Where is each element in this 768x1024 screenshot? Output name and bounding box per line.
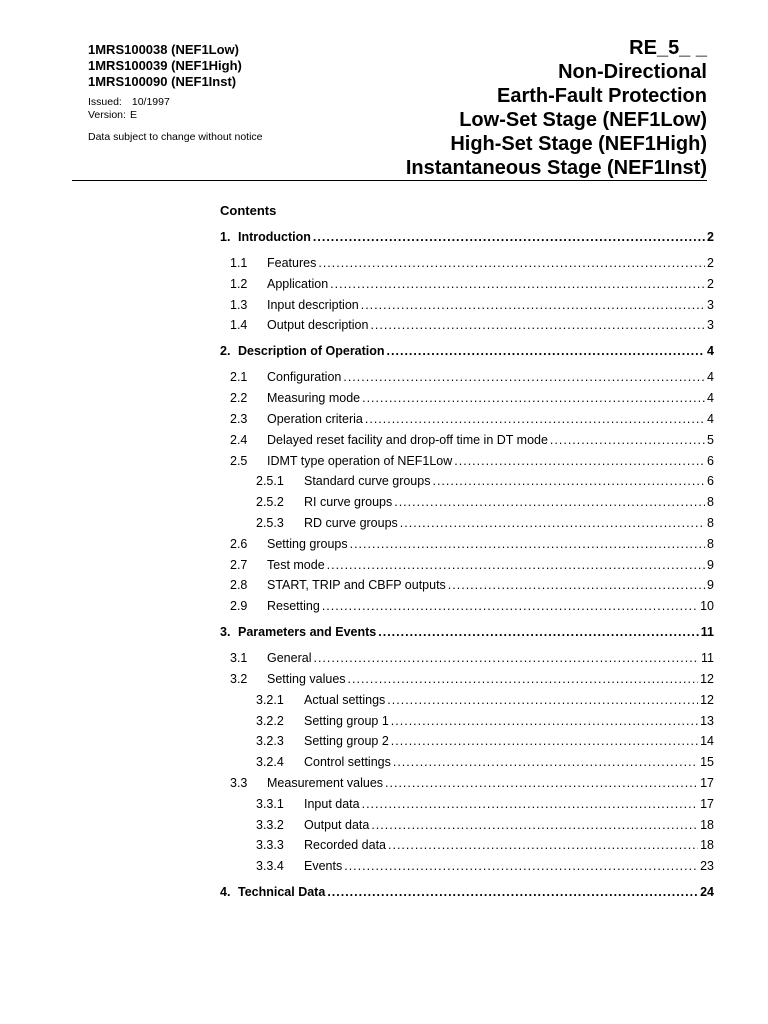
toc-entry[interactable] [220, 230, 714, 246]
toc-leader-dots [550, 433, 705, 447]
toc-entry-page: 6 [707, 453, 714, 468]
toc-entry-page: 10 [700, 599, 714, 614]
toc-entry-number: 2.8 [230, 578, 248, 593]
toc-entry-title: Output description [267, 318, 369, 333]
toc-entry[interactable] [220, 370, 714, 386]
toc-entry-title: Features [267, 256, 317, 270]
toc-entry[interactable] [220, 454, 714, 470]
toc-leader-dots [394, 495, 705, 509]
toc-entry-title: Input description [267, 297, 359, 312]
toc-entry[interactable] [220, 391, 714, 407]
toc-leader-dots [344, 859, 698, 873]
toc-entry-number: 1.1 [230, 256, 248, 270]
toc-entry-page: 18 [700, 817, 714, 832]
toc-entry-page: 11 [701, 651, 714, 666]
issued-label: Issued: [88, 96, 122, 108]
toc-entry[interactable] [220, 344, 714, 360]
contents-heading: Contents [220, 203, 277, 218]
toc-entry-page: 6 [707, 474, 714, 489]
toc-entry-page: 8 [707, 516, 714, 530]
toc-entry[interactable] [220, 412, 714, 428]
toc-entry-page: 24 [700, 885, 714, 900]
toc-entry-number: 3.2.3 [256, 734, 284, 749]
toc-leader-dots [348, 672, 699, 686]
toc-leader-dots [387, 693, 698, 707]
toc-entry-number: 3.2.2 [256, 713, 284, 728]
issue-info [88, 96, 170, 122]
toc-entry-number: 2.1 [230, 370, 248, 385]
toc-entry[interactable] [220, 474, 714, 490]
toc-entry[interactable] [220, 599, 714, 615]
toc-entry-page: 4 [707, 344, 714, 359]
toc-leader-dots [385, 776, 698, 790]
toc-leader-dots [327, 558, 705, 572]
toc-leader-dots [387, 344, 706, 358]
code-line: 1MRS100039 (NEF1High) [88, 58, 242, 73]
toc-entry-number: 3.3.4 [256, 859, 284, 874]
toc-entry-number: 3.3.2 [256, 817, 284, 832]
toc-entry-page: 5 [707, 432, 714, 447]
issued-value: 10/1997 [131, 96, 170, 108]
toc-entry-title: Input data [304, 796, 360, 811]
toc-entry-title: Standard curve groups [304, 474, 431, 489]
toc-entry[interactable] [220, 714, 714, 730]
toc-leader-dots [362, 391, 705, 405]
title-line: RE_5_ _ [629, 37, 707, 59]
toc-entry[interactable] [220, 885, 714, 901]
toc-entry-title: Delayed reset facility and drop-off time in DT mode [267, 432, 548, 447]
toc-entry-page: 14 [700, 734, 714, 749]
toc-entry[interactable] [220, 672, 714, 688]
toc-leader-dots [327, 885, 698, 899]
toc-leader-dots [361, 298, 705, 312]
toc-entry[interactable] [220, 734, 714, 750]
toc-leader-dots [365, 412, 705, 426]
toc-entry[interactable] [220, 755, 714, 771]
toc-entry-number: 3.3.1 [256, 796, 284, 811]
toc-leader-dots [343, 370, 705, 384]
toc-leader-dots [371, 818, 698, 832]
toc-entry[interactable] [220, 277, 714, 293]
toc-entry-page: 23 [700, 859, 714, 874]
toc-leader-dots [378, 625, 699, 639]
document-title [406, 36, 707, 180]
toc-entry-page: 18 [700, 838, 714, 853]
toc-entry-number: 2. [220, 344, 231, 359]
toc-entry-number: 3. [220, 625, 231, 640]
toc-leader-dots [362, 797, 698, 811]
toc-entry-page: 4 [707, 391, 714, 406]
header-divider [72, 180, 707, 181]
toc-entry[interactable] [220, 433, 714, 449]
toc-entry[interactable] [220, 625, 714, 641]
toc-entry-title: Setting values [267, 672, 346, 686]
toc-entry-number: 2.5.1 [256, 474, 284, 489]
toc-leader-dots [393, 755, 698, 769]
toc-entry-title: Parameters and Events [238, 625, 377, 640]
toc-entry-number: 2.4 [230, 432, 248, 447]
toc-leader-dots [432, 474, 705, 488]
title-line: Earth-Fault Protection [496, 85, 707, 107]
toc-leader-dots [454, 454, 705, 468]
toc-entry[interactable] [220, 298, 714, 314]
toc-entry[interactable] [220, 578, 714, 594]
toc-entry-title: Technical Data [238, 885, 326, 900]
toc-entry-title: Test mode [267, 557, 325, 572]
title-line: High-Set Stage (NEF1High) [450, 133, 707, 155]
toc-entry-number: 2.7 [230, 557, 248, 572]
toc-entry-title: Actual settings [304, 692, 386, 707]
toc-leader-dots [313, 651, 699, 665]
toc-entry-page: 17 [700, 796, 714, 811]
toc-leader-dots [400, 516, 705, 530]
toc-entry-number: 2.9 [230, 599, 248, 614]
toc-leader-dots [350, 537, 705, 551]
toc-entry-title: Recorded data [304, 838, 387, 853]
toc-entry[interactable] [220, 797, 714, 813]
toc-entry-title: Operation criteria [267, 412, 363, 426]
toc-entry[interactable] [220, 859, 714, 875]
toc-entry-title: Output data [304, 817, 370, 832]
title-line: Non-Directional [558, 61, 707, 83]
version-label: Version: [88, 109, 126, 121]
toc-entry[interactable] [220, 651, 714, 667]
toc-entry-title: START, TRIP and CBFP outputs [267, 578, 446, 593]
toc-entry-number: 2.5 [230, 453, 248, 468]
toc-entry-title: General [267, 651, 312, 666]
toc-entry-title: Measurement values [267, 776, 384, 790]
toc-entry-number: 2.5.3 [256, 516, 284, 530]
toc-entry-page: 11 [700, 625, 714, 640]
toc-entry-number: 3.1 [230, 651, 248, 666]
code-line: 1MRS100090 (NEF1Inst) [88, 74, 237, 89]
toc-entry-number: 1.4 [230, 318, 248, 333]
toc-entry[interactable] [220, 818, 714, 834]
toc-leader-dots [330, 277, 705, 291]
toc-leader-dots [391, 734, 698, 748]
toc-entry[interactable] [220, 693, 714, 709]
toc-entry-page: 2 [707, 276, 714, 291]
toc-entry-title: Control settings [304, 755, 391, 770]
toc-entry-number: 2.6 [230, 536, 248, 551]
toc-entry-page: 2 [707, 256, 714, 270]
toc-entry[interactable] [220, 256, 714, 272]
toc-entry-page: 9 [707, 578, 714, 593]
toc-entry-number: 3.2.4 [256, 755, 284, 770]
toc-entry-number: 3.2 [230, 672, 248, 686]
toc-entry[interactable] [220, 318, 714, 334]
version-value: E [129, 109, 137, 121]
document-codes [88, 42, 242, 90]
toc-entry-page: 8 [707, 536, 714, 551]
toc-entry-page: 2 [707, 230, 714, 244]
toc-entry-title: Resetting [267, 599, 320, 614]
toc-entry[interactable] [220, 516, 714, 532]
toc-leader-dots [322, 599, 698, 613]
toc-entry-title: RD curve groups [304, 516, 398, 530]
toc-entry-page: 13 [700, 713, 714, 728]
toc-entry-number: 2.2 [230, 391, 248, 406]
toc-entry[interactable] [220, 558, 714, 574]
toc-entry-page: 12 [700, 672, 714, 686]
toc-entry-title: RI curve groups [304, 495, 393, 510]
toc-entry-title: Introduction [238, 230, 311, 244]
toc-entry-title: IDMT type operation of NEF1Low [267, 453, 453, 468]
toc-leader-dots [391, 714, 698, 728]
toc-entry-page: 3 [707, 318, 714, 333]
toc-entry[interactable] [220, 495, 714, 511]
toc-entry-number: 2.3 [230, 412, 248, 426]
toc-entry-page: 4 [707, 412, 714, 426]
change-notice: Data subject to change without notice [88, 131, 263, 143]
toc-entry-page: 3 [707, 297, 714, 312]
code-line: 1MRS100038 (NEF1Low) [88, 42, 239, 57]
toc-leader-dots [448, 578, 705, 592]
toc-entry-number: 3.3.3 [256, 838, 284, 853]
toc-entry-title: Measuring mode [267, 391, 361, 406]
toc-entry-number: 3.3 [230, 776, 248, 790]
toc-entry-number: 2.5.2 [256, 495, 284, 510]
toc-entry-number: 1.2 [230, 276, 248, 291]
title-line: Low-Set Stage (NEF1Low) [459, 109, 707, 131]
toc-entry-page: 9 [707, 557, 714, 572]
toc-entry-page: 12 [700, 692, 714, 707]
toc-entry[interactable] [220, 838, 714, 854]
toc-entry-title: Events [304, 859, 343, 874]
toc-entry-number: 4. [220, 885, 231, 900]
toc-entry-title: Application [267, 276, 329, 291]
title-line: Instantaneous Stage (NEF1Inst) [405, 157, 707, 179]
toc-entry-title: Setting group 2 [304, 734, 389, 749]
toc-leader-dots [370, 318, 705, 332]
toc-leader-dots [388, 838, 698, 852]
toc-entry-page: 8 [707, 495, 714, 510]
toc-entry-number: 1. [220, 230, 231, 244]
toc-entry-title: Configuration [267, 370, 342, 385]
toc-entry-number: 1.3 [230, 297, 248, 312]
toc-entry[interactable] [220, 537, 714, 553]
toc-entry-title: Description of Operation [238, 344, 385, 359]
toc-entry-page: 17 [700, 776, 714, 790]
toc-leader-dots [313, 230, 705, 244]
toc-leader-dots [318, 256, 705, 270]
toc-entry-page: 15 [700, 755, 714, 770]
toc-entry-number: 3.2.1 [256, 692, 284, 707]
toc-entry[interactable] [220, 776, 714, 792]
toc-entry-title: Setting group 1 [304, 713, 389, 728]
toc-entry-page: 4 [707, 370, 714, 385]
toc-entry-title: Setting groups [267, 536, 348, 551]
